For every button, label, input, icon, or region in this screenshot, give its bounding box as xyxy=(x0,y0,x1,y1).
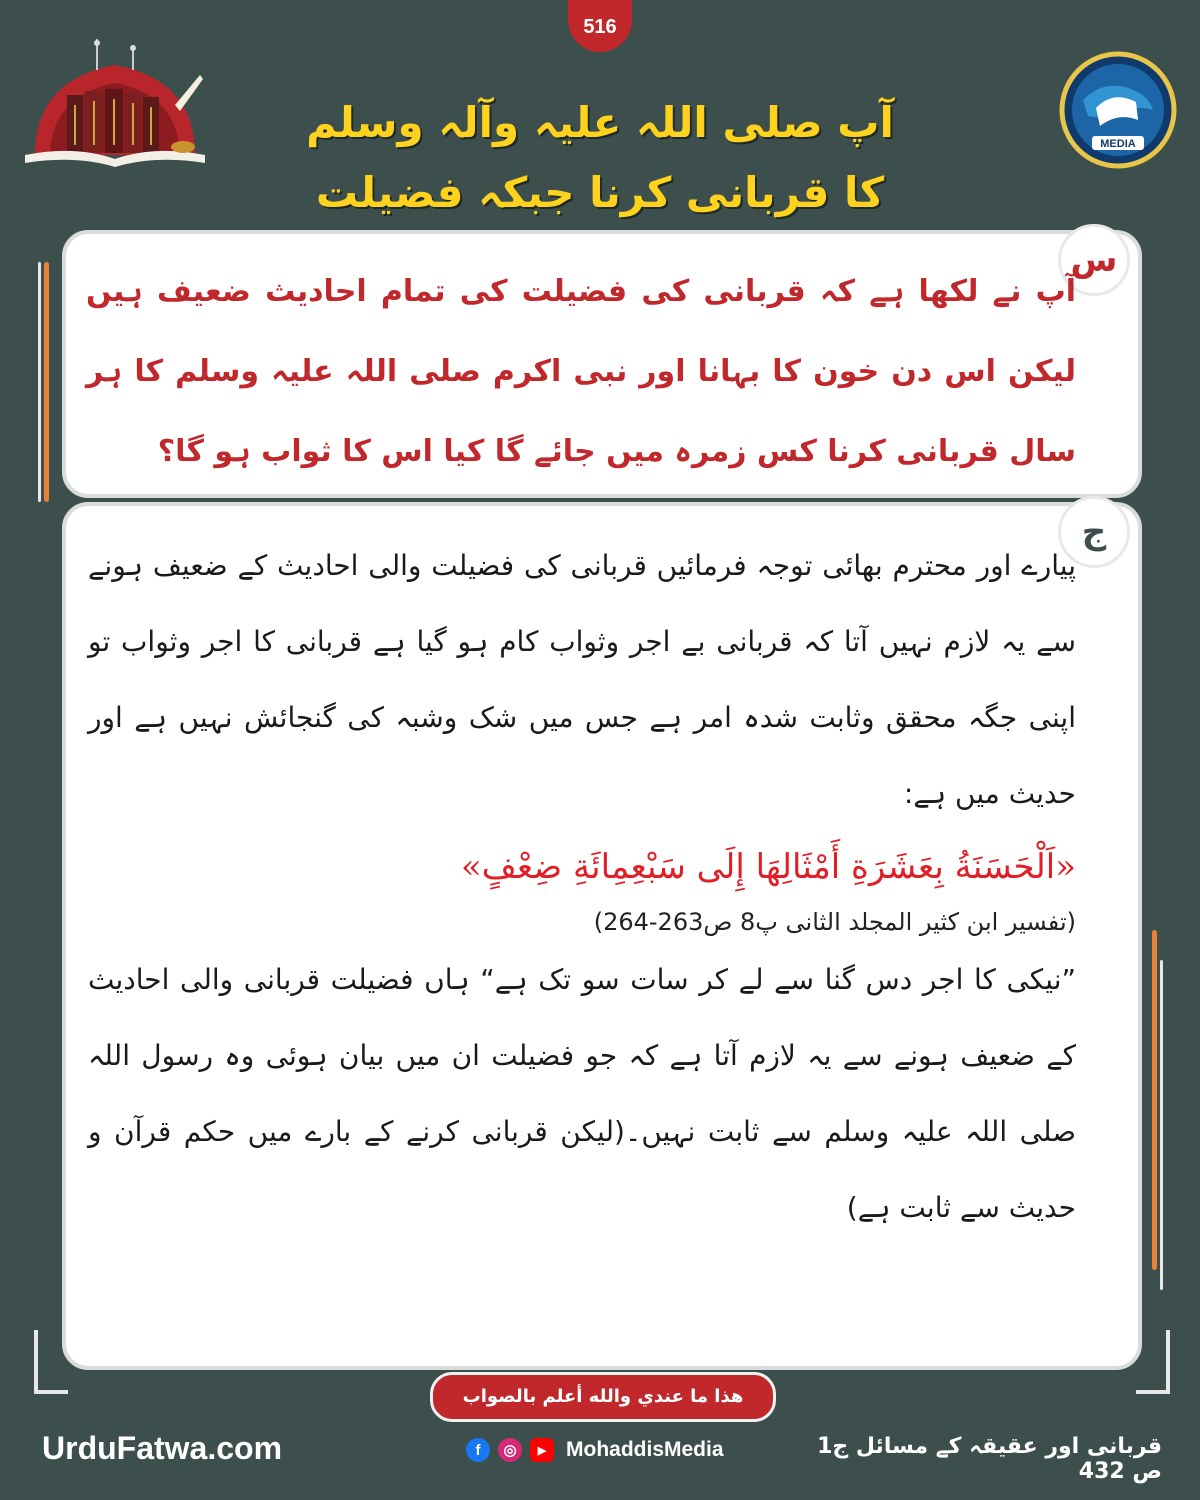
title-line-1: آپ صلی اللہ علیہ وآلہ وسلم کا قربانی کرنا جبکہ فضیلت xyxy=(306,98,894,217)
right-white-line xyxy=(1160,960,1163,1290)
left-white-line xyxy=(38,262,41,502)
youtube-icon[interactable]: ▶ xyxy=(530,1438,554,1462)
answer-badge: ج xyxy=(1058,496,1130,568)
question-card xyxy=(62,230,1142,498)
arabic-hadith-quote: «اَلْحَسَنَةُ بِعَشَرَةِ أَمْثَالِهَا إِلَى سَبْعِمِائَةِ ضِعْفٍ» xyxy=(460,847,1076,887)
page-number: 516 xyxy=(568,0,632,52)
media-logo-label: MEDIA xyxy=(1100,138,1136,150)
book-reference: قربانی اور عقیقہ کے مسائل ج1 ص 432 xyxy=(817,1434,1162,1484)
answer-paragraph-2: ”نیکی کا اجر دس گنا سے لے کر سات سو تک ہے“ ہاں فضیلت قربانی والی احادیث کے ضعیف ہونے سے یہ لازم آتا ہے کہ جو فضیلت ان میں بیان ہوئی وہ رسول اللہ صلی اللہ علیہ وسلم سے ثابت نہیں۔(لیکن قربانی کرنے کے بارے میں حکم قرآن و حدیث سے ثابت ہے) xyxy=(88,963,1076,1224)
instagram-icon[interactable]: ◎ xyxy=(498,1438,522,1462)
question-badge: س xyxy=(1058,224,1130,296)
mohaddis-media-logo xyxy=(1058,50,1178,170)
right-orange-line xyxy=(1152,930,1157,1270)
left-orange-line xyxy=(44,262,49,502)
hadith-reference: (تفسیر ابن کثیر المجلد الثانی پ8 ص263-264) xyxy=(593,908,1076,936)
answer-body xyxy=(88,528,1076,1246)
question-text: آپ نے لکھا ہے کہ قربانی کی فضیلت کی تمام احادیث ضعیف ہیں لیکن اس دن خون کا بہانا اور نبی اکرم صلی اللہ علیہ وسلم کا ہر سال قربانی کرنا کس زمرہ میں جائے گا کیا اس کا ثواب ہو گا؟ xyxy=(86,274,1076,469)
facebook-icon[interactable]: f xyxy=(466,1438,490,1462)
closing-statement-badge: هذا ما عندي والله أعلم بالصواب xyxy=(430,1372,776,1422)
website-link[interactable]: UrduFatwa.com xyxy=(42,1430,283,1466)
answer-paragraph-1: پیارے اور محترم بھائی توجہ فرمائیں قربانی کی فضیلت والی احادیث کے ضعیف ہونے سے یہ لازم نہیں آتا کہ قربانی بے اجر وثواب کام ہو گیا ہے قربانی کا اجر وثواب تو اپنی جگہ محقق وثابت شدہ امر ہے جس میں شک وشبہ کی گنجائش نہیں ہے اور حدیث میں ہے: xyxy=(88,549,1076,810)
books-library-logo xyxy=(15,35,215,170)
answer-card xyxy=(62,502,1142,1370)
social-links xyxy=(466,1438,724,1462)
social-handle[interactable]: MohaddisMedia xyxy=(566,1438,724,1461)
